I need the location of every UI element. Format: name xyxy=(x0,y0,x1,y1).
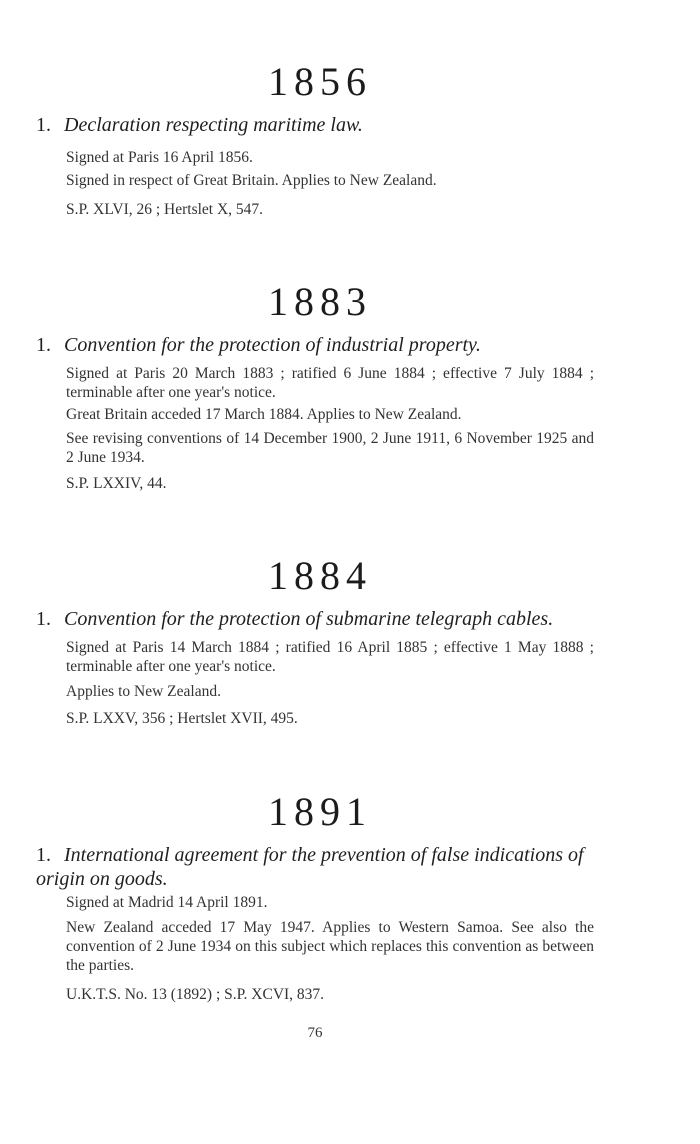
page-number: 76 xyxy=(307,1025,323,1041)
entry-detail-line: See revising conventions of 14 December 1900, 2 June 1911, 6 November 1925 and 2 June 1934. xyxy=(66,430,594,466)
entry-title xyxy=(36,333,606,357)
entry-title xyxy=(36,843,606,891)
entry-detail-line: Signed in respect of Great Britain. Applies to New Zealand. xyxy=(66,172,437,189)
entry-title xyxy=(36,607,606,631)
entry-citation: S.P. LXXV, 356 ; Hertslet XVII, 495. xyxy=(66,710,298,727)
entry-number: 1. xyxy=(36,844,51,866)
entry-detail-line: Signed at Paris 16 April 1856. xyxy=(66,149,253,166)
entry-title xyxy=(36,113,606,137)
entry-detail-line: Signed at Paris 20 March 1883 ; ratified 6 June 1884 ; effective 7 July 1884 ; terminable after one year's notice. xyxy=(66,365,594,401)
entry-citation: S.P. LXXIV, 44. xyxy=(66,475,167,492)
entry-detail-line: Great Britain acceded 17 March 1884. Applies to New Zealand. xyxy=(66,406,462,423)
entry-detail-line: Signed at Paris 14 March 1884 ; ratified 16 April 1885 ; effective 1 May 1888 ; terminable after one year's notice. xyxy=(66,639,594,675)
year-heading: 1891 xyxy=(268,789,372,834)
entry-title-text: Convention for the protection of industrial property. xyxy=(64,334,481,356)
year-heading: 1856 xyxy=(268,59,372,104)
entry-citation: U.K.T.S. No. 13 (1892) ; S.P. XCVI, 837. xyxy=(66,986,325,1003)
entry-title-text: Declaration respecting maritime law. xyxy=(64,114,363,136)
entry-title-text: International agreement for the prevention of false indications of origin on goods. xyxy=(36,844,584,890)
entry-citation: S.P. XLVI, 26 ; Hertslet X, 547. xyxy=(66,201,264,218)
entry-detail-line: Signed at Madrid 14 April 1891. xyxy=(66,894,268,911)
entry-detail-line: Applies to New Zealand. xyxy=(66,683,221,700)
entry-number: 1. xyxy=(36,334,51,356)
year-heading: 1884 xyxy=(268,553,372,598)
entry-number: 1. xyxy=(36,114,51,136)
entry-number: 1. xyxy=(36,608,51,630)
year-heading: 1883 xyxy=(268,279,372,324)
entry-title-text: Convention for the protection of submarine telegraph cables. xyxy=(64,608,554,630)
entry-detail-line: New Zealand acceded 17 May 1947. Applies to Western Samoa. See also the convention of 2 June 1934 on this subject which replaces this convention as between the parties. xyxy=(66,919,594,974)
